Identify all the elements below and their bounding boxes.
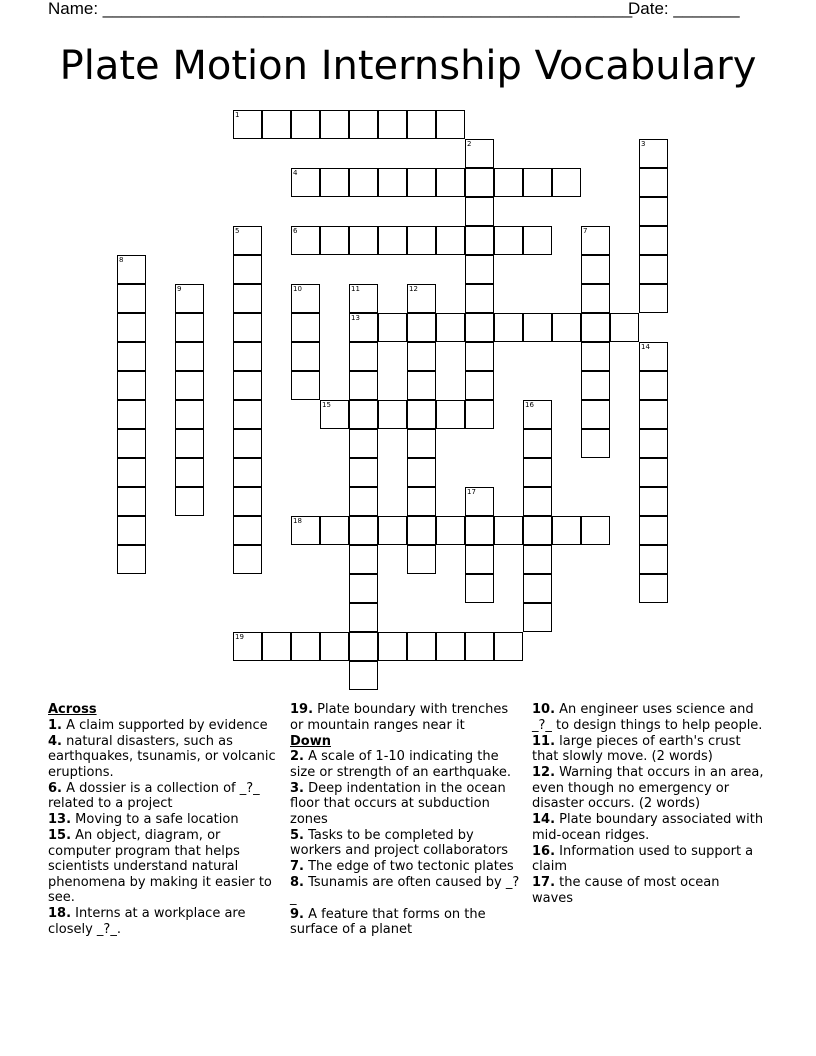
grid-cell[interactable] (117, 371, 146, 400)
clue-number: 6 (293, 227, 298, 235)
grid-cell[interactable] (465, 574, 494, 603)
grid-cell[interactable] (233, 342, 262, 371)
grid-cell[interactable] (233, 226, 262, 255)
grid-cell[interactable] (320, 168, 349, 197)
grid-cell[interactable] (117, 284, 146, 313)
grid-cell[interactable] (523, 516, 552, 545)
clue-number: 1 (235, 111, 240, 119)
grid-cell[interactable] (465, 516, 494, 545)
grid-cell[interactable] (291, 168, 320, 197)
clue-number: 13 (351, 314, 360, 322)
grid-cell[interactable] (320, 632, 349, 661)
clue-number: 8 (119, 256, 124, 264)
clue (532, 844, 764, 875)
grid-cell[interactable] (523, 313, 552, 342)
clue-number: 11 (351, 285, 360, 293)
clue-number-label: 9. (290, 906, 304, 922)
clue-text: natural disasters, such as earthquakes, tsunamis, or volcanic eruptions. (48, 733, 276, 780)
grid-cell[interactable] (233, 371, 262, 400)
grid-cell[interactable] (175, 400, 204, 429)
grid-cell[interactable] (465, 255, 494, 284)
grid-cell[interactable] (523, 487, 552, 516)
grid-cell[interactable] (610, 313, 639, 342)
clue-text: the cause of most ocean waves (532, 875, 720, 906)
grid-cell[interactable] (494, 313, 523, 342)
grid-cell[interactable] (523, 226, 552, 255)
clue-number: 15 (322, 401, 331, 409)
clue-number-label: 2. (290, 749, 304, 764)
clue-number-label: 17. (532, 875, 556, 890)
grid-cell[interactable] (465, 284, 494, 313)
grid-cell[interactable] (378, 400, 407, 429)
grid-cell[interactable] (639, 487, 668, 516)
clue (290, 875, 522, 906)
clue-text: Warning that occurs in an area, even though no emergency or disaster occurs. (2 words) (532, 765, 764, 811)
grid-cell[interactable] (465, 487, 494, 516)
clue-number-label: 6. (48, 780, 62, 796)
clue-number: 2 (467, 140, 472, 148)
clue-number-label: 12. (532, 765, 556, 780)
grid-cell[interactable] (639, 139, 668, 168)
clue-number: 10 (293, 285, 302, 293)
clue (532, 765, 764, 812)
grid-cell[interactable] (407, 371, 436, 400)
grid-cell[interactable] (581, 226, 610, 255)
grid-cell[interactable] (117, 342, 146, 371)
grid-cell[interactable] (436, 313, 465, 342)
grid-cell[interactable] (378, 168, 407, 197)
clue-number-label: 16. (532, 843, 556, 859)
grid-cell[interactable] (639, 197, 668, 226)
grid-cell[interactable] (349, 342, 378, 371)
clue-number: 18 (293, 517, 302, 525)
grid-cell[interactable] (233, 313, 262, 342)
grid-cell[interactable] (436, 226, 465, 255)
grid-cell[interactable] (291, 313, 320, 342)
grid-cell[interactable] (175, 429, 204, 458)
clue-number-label: 4. (48, 733, 62, 749)
clue-number: 17 (467, 488, 476, 496)
grid-cell[interactable] (175, 284, 204, 313)
date-field[interactable]: Date: _______ (628, 0, 740, 18)
clue (48, 718, 280, 734)
grid-cell[interactable] (465, 313, 494, 342)
grid-cell[interactable] (349, 284, 378, 313)
grid-cell[interactable] (494, 516, 523, 545)
clue-number: 5 (235, 227, 240, 235)
grid-cell[interactable] (349, 661, 378, 690)
grid-cell[interactable] (291, 632, 320, 661)
grid-cell[interactable] (465, 342, 494, 371)
clue-number: 7 (583, 227, 588, 235)
clue-number: 3 (641, 140, 646, 148)
clue (532, 875, 764, 906)
page-title: Plate Motion Internship Vocabulary (59, 43, 757, 89)
grid-cell[interactable] (436, 168, 465, 197)
grid-cell[interactable] (639, 284, 668, 313)
grid-cell[interactable] (523, 429, 552, 458)
grid-cell[interactable] (349, 313, 378, 342)
grid-cell[interactable] (349, 574, 378, 603)
clue-number-label: 3. (290, 780, 304, 796)
grid-cell[interactable] (639, 574, 668, 603)
grid-cell[interactable] (639, 371, 668, 400)
grid-cell[interactable] (523, 545, 552, 574)
grid-cell[interactable] (291, 284, 320, 313)
grid-cell[interactable] (320, 226, 349, 255)
clue (48, 812, 280, 828)
grid-cell[interactable] (523, 458, 552, 487)
grid-cell[interactable] (465, 632, 494, 661)
clue-number-label: 1. (48, 717, 62, 733)
clue-number-label: 10. (532, 702, 556, 717)
across-heading: Across (48, 702, 97, 717)
clue (48, 734, 280, 781)
grid-cell[interactable] (407, 226, 436, 255)
grid-cell[interactable] (436, 110, 465, 139)
grid-cell[interactable] (175, 371, 204, 400)
grid-cell[interactable] (378, 110, 407, 139)
grid-cell[interactable] (407, 429, 436, 458)
grid-cell[interactable] (291, 371, 320, 400)
grid-cell[interactable] (349, 110, 378, 139)
clue-text: A feature that forms on the surface of a planet (290, 906, 486, 937)
grid-cell[interactable] (639, 226, 668, 255)
grid-cell[interactable] (407, 458, 436, 487)
grid-cell[interactable] (407, 168, 436, 197)
clue (48, 828, 280, 906)
grid-cell[interactable] (291, 342, 320, 371)
clue-number-label: 8. (290, 875, 304, 890)
grid-cell[interactable] (233, 429, 262, 458)
clue-number: 12 (409, 285, 418, 293)
grid-cell[interactable] (639, 516, 668, 545)
clues-column-3 (532, 702, 764, 907)
grid-cell[interactable] (233, 632, 262, 661)
grid-cell[interactable] (378, 632, 407, 661)
grid-cell[interactable] (407, 516, 436, 545)
clue-number: 4 (293, 169, 298, 177)
clue (532, 702, 764, 733)
grid-cell[interactable] (639, 545, 668, 574)
grid-cell[interactable] (117, 429, 146, 458)
grid-cell[interactable] (233, 400, 262, 429)
grid-cell[interactable] (320, 516, 349, 545)
grid-cell[interactable] (581, 516, 610, 545)
across-clue-list-continued (290, 702, 522, 733)
grid-cell[interactable] (175, 342, 204, 371)
grid-cell[interactable] (581, 371, 610, 400)
clue (532, 734, 764, 765)
grid-cell[interactable] (494, 168, 523, 197)
clue (532, 812, 764, 843)
clue-text: A scale of 1-10 indicating the size or strength of an earthquake. (290, 749, 511, 780)
grid-cell[interactable] (436, 516, 465, 545)
grid-cell[interactable] (378, 226, 407, 255)
grid-cell[interactable] (349, 400, 378, 429)
clue-text: Plate boundary with trenches or mountain ranges near it (290, 702, 509, 733)
clue-number-label: 18. (48, 906, 72, 921)
grid-cell[interactable] (494, 226, 523, 255)
grid-cell[interactable] (349, 603, 378, 632)
grid-cell[interactable] (349, 458, 378, 487)
clue-text: A claim supported by evidence (61, 717, 268, 733)
clue-text: An object, diagram, or computer program that helps scientists understand natural phenomena by making it easier to see. (48, 828, 272, 905)
grid-cell[interactable] (349, 371, 378, 400)
clue (290, 781, 522, 828)
clue-number-label: 7. (290, 859, 304, 874)
grid-cell[interactable] (320, 400, 349, 429)
grid-cell[interactable] (407, 284, 436, 313)
grid-cell[interactable] (233, 110, 262, 139)
grid-cell[interactable] (407, 400, 436, 429)
grid-cell[interactable] (349, 226, 378, 255)
clue (290, 828, 522, 859)
grid-cell[interactable] (639, 458, 668, 487)
grid-cell[interactable] (378, 313, 407, 342)
grid-cell[interactable] (581, 342, 610, 371)
grid-cell[interactable] (465, 139, 494, 168)
grid-cell[interactable] (349, 545, 378, 574)
grid-cell[interactable] (436, 632, 465, 661)
grid-cell[interactable] (465, 197, 494, 226)
clue (290, 749, 522, 780)
grid-cell[interactable] (233, 545, 262, 574)
grid-cell[interactable] (117, 313, 146, 342)
clue-number-label: 13. (48, 812, 72, 827)
grid-cell[interactable] (552, 516, 581, 545)
clue-number-label: 14. (532, 812, 556, 827)
clue-text: Interns at a workplace are closely _?_. (48, 906, 246, 937)
clue (48, 906, 280, 937)
grid-cell[interactable] (233, 255, 262, 284)
grid-cell[interactable] (233, 487, 262, 516)
grid-cell[interactable] (465, 371, 494, 400)
grid-cell[interactable] (436, 400, 465, 429)
clue (290, 859, 522, 875)
grid-cell[interactable] (117, 487, 146, 516)
grid-cell[interactable] (291, 110, 320, 139)
clues-column-1 (48, 702, 280, 938)
grid-cell[interactable] (291, 226, 320, 255)
down-clue-list (290, 749, 522, 938)
grid-cell[interactable] (639, 429, 668, 458)
grid-cell[interactable] (552, 313, 581, 342)
grid-cell[interactable] (523, 574, 552, 603)
grid-cell[interactable] (262, 110, 291, 139)
grid-cell[interactable] (581, 255, 610, 284)
clue-text: Information used to support a claim (532, 843, 754, 874)
grid-cell[interactable] (523, 603, 552, 632)
grid-cell[interactable] (291, 516, 320, 545)
clue-number-label: 19. (290, 702, 314, 717)
clue-number-label: 5. (290, 827, 304, 843)
clues-column-2 (290, 702, 522, 938)
grid-cell[interactable] (407, 342, 436, 371)
grid-cell[interactable] (117, 545, 146, 574)
clue-text: An engineer uses science and _?_ to design things to help people. (532, 702, 763, 733)
grid-cell[interactable] (639, 168, 668, 197)
grid-cell[interactable] (175, 313, 204, 342)
grid-cell[interactable] (639, 342, 668, 371)
grid-cell[interactable] (581, 284, 610, 313)
grid-cell[interactable] (320, 110, 349, 139)
grid-cell[interactable] (407, 632, 436, 661)
clue-text: A dossier is a collection of _?_ related to a project (48, 780, 260, 811)
clue-number: 14 (641, 343, 650, 351)
name-field[interactable]: Name: ________________________________________________________ (48, 0, 633, 18)
grid-cell[interactable] (233, 516, 262, 545)
clue (48, 781, 280, 812)
grid-cell[interactable] (639, 400, 668, 429)
grid-cell[interactable] (117, 255, 146, 284)
clue-number: 16 (525, 401, 534, 409)
grid-cell[interactable] (117, 458, 146, 487)
clue (290, 907, 522, 938)
clue-text: large pieces of earth's crust that slowly move. (2 words) (532, 733, 741, 764)
grid-cell[interactable] (349, 632, 378, 661)
grid-cell[interactable] (262, 632, 291, 661)
grid-cell[interactable] (349, 168, 378, 197)
grid-cell[interactable] (407, 313, 436, 342)
grid-cell[interactable] (349, 487, 378, 516)
down-clue-list-continued (532, 702, 764, 906)
grid-cell[interactable] (581, 313, 610, 342)
grid-cell[interactable] (523, 168, 552, 197)
grid-cell[interactable] (465, 400, 494, 429)
grid-cell[interactable] (233, 284, 262, 313)
grid-cell[interactable] (581, 429, 610, 458)
clue-number: 19 (235, 633, 244, 641)
grid-cell[interactable] (233, 458, 262, 487)
grid-cell[interactable] (349, 429, 378, 458)
clue-text: Tsunamis are often caused by _?_ (290, 875, 520, 906)
grid-cell[interactable] (175, 458, 204, 487)
down-heading: Down (290, 733, 331, 749)
clue-text: Moving to a safe location (71, 812, 239, 827)
grid-cell[interactable] (117, 516, 146, 545)
grid-cell[interactable] (407, 545, 436, 574)
clue-text: Plate boundary associated with mid-ocean ridges. (532, 812, 764, 843)
grid-cell[interactable] (407, 487, 436, 516)
grid-cell[interactable] (465, 168, 494, 197)
clue-text: Tasks to be completed by workers and project collaborators (290, 827, 509, 858)
grid-cell[interactable] (117, 400, 146, 429)
grid-cell[interactable] (523, 400, 552, 429)
clue-number-label: 11. (532, 733, 556, 749)
clue-number: 9 (177, 285, 182, 293)
grid-cell[interactable] (175, 487, 204, 516)
grid-cell[interactable] (378, 516, 407, 545)
grid-cell[interactable] (494, 632, 523, 661)
grid-cell[interactable] (407, 110, 436, 139)
grid-cell[interactable] (639, 255, 668, 284)
clue-text: The edge of two tectonic plates (303, 859, 514, 874)
clue (290, 702, 522, 733)
grid-cell[interactable] (349, 516, 378, 545)
grid-cell[interactable] (552, 168, 581, 197)
clue-number-label: 15. (48, 828, 72, 843)
clue-text: Deep indentation in the ocean floor that occurs at subduction zones (290, 780, 506, 827)
grid-cell[interactable] (465, 545, 494, 574)
grid-cell[interactable] (581, 400, 610, 429)
across-clue-list (48, 718, 280, 938)
grid-cell[interactable] (465, 226, 494, 255)
